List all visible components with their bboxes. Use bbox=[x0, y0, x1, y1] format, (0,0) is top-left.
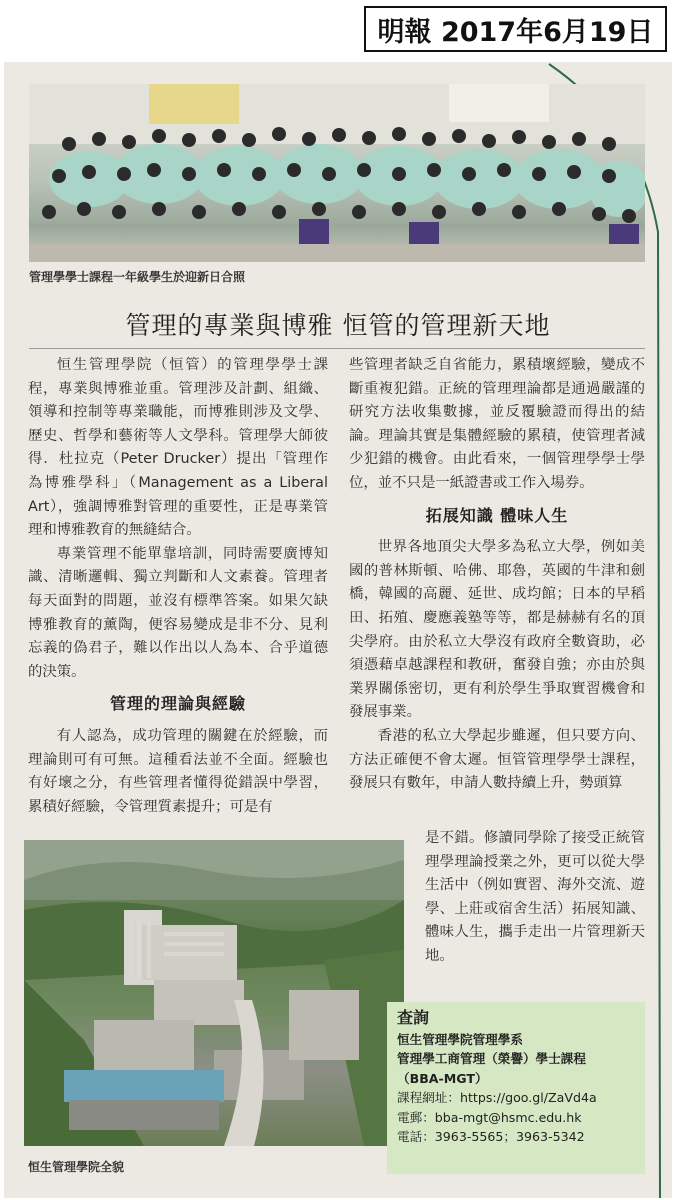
contact-box bbox=[387, 1002, 645, 1174]
left-column bbox=[28, 354, 328, 819]
contact-website[interactable]: 課程網址：https://goo.gl/ZaVd4a bbox=[397, 1090, 597, 1105]
contact-org: 恒生管理學院管理學系 bbox=[397, 1031, 523, 1047]
paragraph: 香港的私立大學起步雖遲，但只要方向、方法正確便不會太遲。恒管管理學學士課程，發展只有數年，申請人數持續上升，勢頭算 bbox=[349, 727, 645, 792]
paragraph: 些管理者缺乏自省能力，累積壞經驗，變成不斷重複犯錯。正統的管理理論都是通過嚴謹的研究方法收集數據，並反覆驗證而得出的結論。理論其實是集體經驗的累積，使管理者減少犯錯的機會。由此看來，一個管理學學士學位，並不只是一紙證書或工作入場券。 bbox=[349, 357, 645, 491]
subhead-theory-experience: 管理的理論與經驗 bbox=[109, 694, 246, 714]
subhead-expand-knowledge: 拓展知識 體味人生 bbox=[425, 505, 569, 525]
contact-phone: 電話：3963-5565；3963-5342 bbox=[397, 1129, 585, 1144]
campus-photo bbox=[24, 840, 404, 1146]
headline-rule bbox=[29, 348, 645, 349]
group-photo bbox=[29, 84, 645, 262]
newspaper-clipping bbox=[4, 62, 672, 1198]
right-column-tail bbox=[425, 827, 645, 969]
contact-title: 查詢 bbox=[397, 1008, 430, 1027]
right-column bbox=[349, 354, 645, 796]
contact-program-code: （BBA-MGT） bbox=[397, 1070, 488, 1086]
paragraph: 世界各地頂尖大學多為私立大學，例如美國的普林斯頓、哈佛、耶魯，英國的牛津和劍橋，韓國的高麗、延世、成均館；日本的早稻田、拓殖、慶應義塾等等，都是赫赫有名的頂尖學府。由於私立大學沒有政府全數資助，必須憑藉卓越課程和教研，奮發自強；亦由於與業界關係密切，更有利於學生爭取實習機會和發展事業。 bbox=[349, 539, 645, 721]
masthead: 明報 2017年6月19日 bbox=[364, 6, 667, 52]
campus-photo-caption: 恒生管理學院全貌 bbox=[28, 1160, 125, 1174]
campus-photo-illustration bbox=[24, 840, 404, 1146]
contact-email[interactable]: 電郵：bba-mgt@hsmc.edu.hk bbox=[397, 1109, 582, 1125]
group-photo-caption: 管理學學士課程一年級學生於迎新日合照 bbox=[29, 270, 246, 284]
group-photo-illustration bbox=[29, 84, 645, 262]
paragraph: 是不錯。修讀同學除了接受正統管理學理論授業之外，更可以從大學生活中（例如實習、海外交流、遊學、上莊或宿舍生活）拓展知識、體味人生，攜手走出一片管理新天地。 bbox=[425, 830, 645, 964]
contact-program: 管理學工商管理（榮譽）學士課程 bbox=[397, 1051, 586, 1066]
paragraph: 專業管理不能單靠培訓，同時需要廣博知識、清晰邏輯、獨立判斷和人文素養。管理者每天面對的問題，並沒有標準答案。如果欠缺博雅教育的薰陶，便容易變成是非不分、見利忘義的偽君子，難以作出以人為本、合乎道德的決策。 bbox=[28, 545, 328, 680]
headline: 管理的專業與博雅 恒管的管理新天地 bbox=[125, 311, 551, 340]
paragraph: 恒生管理學院（恒管）的管理學學士課程，專業與博雅並重。管理涉及計劃、組織、領導和控制等專業職能，而博雅則涉及文學、歷史、哲學和藝術等人文學科。管理學大師彼得．杜拉克（Peter Drucker）提出「管理作為博雅學科」（Management as a Liberal Art），強調博雅對管理的重要性，正是專業管理和博雅教育的無縫結合。 bbox=[28, 357, 328, 539]
paragraph: 有人認為，成功管理的關鍵在於經驗，而理論則可有可無。這種看法並不全面。經驗也有好壞之分，有些管理者懂得從錯誤中學習，累積好經驗，令管理質素提升；可是有 bbox=[28, 727, 328, 815]
